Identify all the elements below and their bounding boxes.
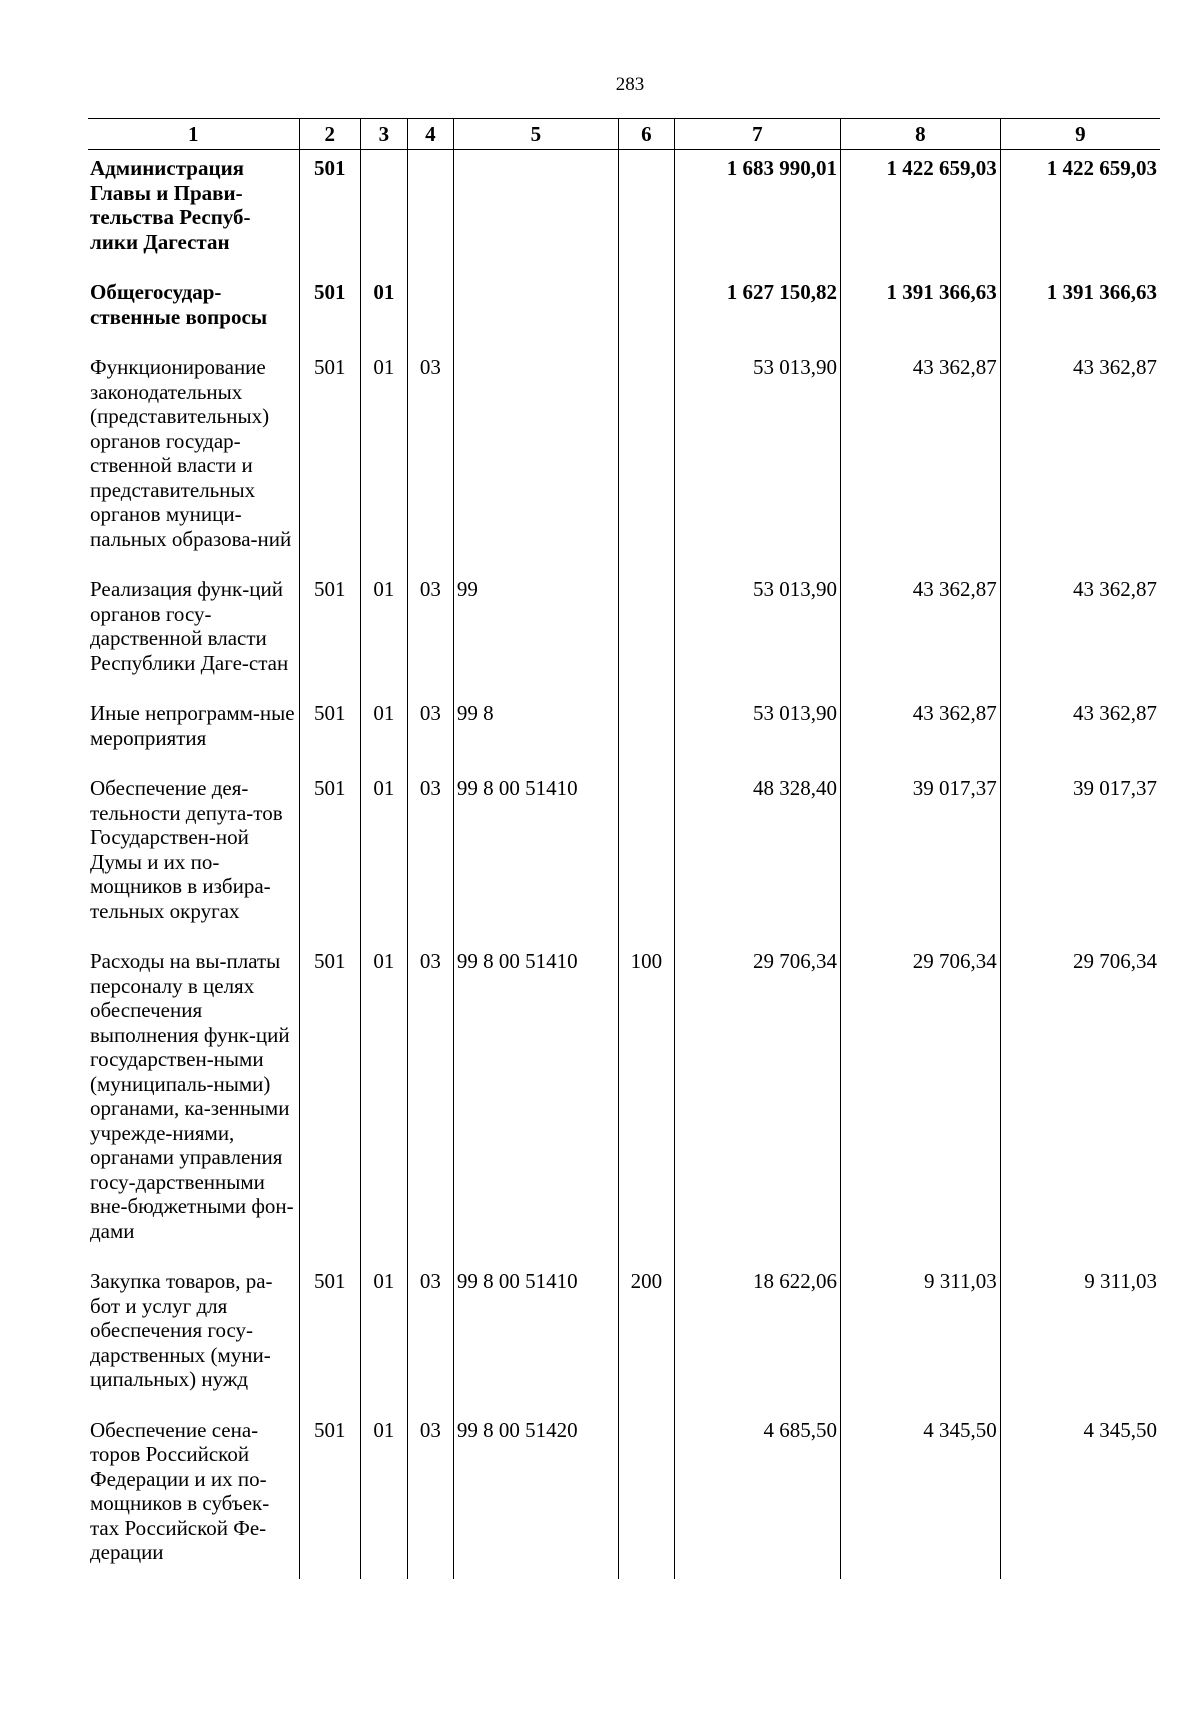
row-amount-9: 1 422 659,03 (1000, 150, 1160, 275)
table-row (88, 571, 1160, 695)
row-code-3: 01 (360, 695, 407, 770)
row-name: Расходы на вы-платы персоналу в целях обеспечения выполнения функ-ций государствен-ными (муниципаль-ными) органами, ка-зенными учрежде-ниями, органами управления госу-дарственными вне-бюджетными фон-дами (90, 949, 294, 1243)
row-amount-9: 43 362,87 (1000, 695, 1160, 770)
row-code-2: 501 (299, 770, 360, 943)
row-code-6 (619, 770, 675, 943)
row-code-3: 01 (360, 571, 407, 695)
budget-table (88, 118, 1160, 1579)
row-code-5 (453, 274, 618, 349)
header-cell-2: 2 (299, 119, 360, 150)
table-row (88, 349, 1160, 571)
header-cell-5: 5 (453, 119, 618, 150)
row-code-3: 01 (360, 349, 407, 571)
row-name: Закупка товаров, ра-бот и услуг для обеспечения госу-дарственных (муни-ципальных) нужд (90, 1269, 273, 1391)
row-amount-7: 48 328,40 (674, 770, 840, 943)
row-code-4 (407, 150, 453, 275)
row-amount-7: 53 013,90 (674, 695, 840, 770)
row-code-2: 501 (299, 150, 360, 275)
header-cell-7: 7 (674, 119, 840, 150)
header-cell-6: 6 (619, 119, 675, 150)
header-cell-9: 9 (1000, 119, 1160, 150)
table-row (88, 274, 1160, 349)
header-cell-3: 3 (360, 119, 407, 150)
row-code-4: 03 (407, 1263, 453, 1412)
page-number: 283 (615, 74, 645, 95)
row-amount-8: 9 311,03 (841, 1263, 1001, 1412)
row-name: Обеспечение сена-торов Российской Федерации и их по-мощников в субъек-тах Российской Фе-дерации (90, 1417, 270, 1564)
row-name: Общегосудар-ственные вопросы (90, 280, 268, 329)
row-amount-8: 43 362,87 (841, 571, 1001, 695)
row-code-5: 99 8 00 51410 (453, 943, 618, 1263)
row-amount-9: 43 362,87 (1000, 571, 1160, 695)
row-code-5: 99 (453, 571, 618, 695)
row-code-4: 03 (407, 571, 453, 695)
row-amount-8: 29 706,34 (841, 943, 1001, 1263)
row-code-6 (619, 695, 675, 770)
table-row (88, 150, 1160, 275)
row-amount-9: 4 345,50 (1000, 1412, 1160, 1579)
row-code-6 (619, 274, 675, 349)
row-amount-8: 4 345,50 (841, 1412, 1001, 1579)
row-code-3: 01 (360, 943, 407, 1263)
row-name: Обеспечение дея-тельности депута-тов Государствен-ной Думы и их по-мощников в избира-тельных округах (90, 776, 283, 923)
row-code-2: 501 (299, 349, 360, 571)
row-name: Функционирование законодательных (представительных) органов государ-ственной власти и представительных органов муници-пальных образова-ний (90, 355, 292, 551)
row-amount-7: 1 627 150,82 (674, 274, 840, 349)
row-amount-9: 39 017,37 (1000, 770, 1160, 943)
row-code-2: 501 (299, 1412, 360, 1579)
row-code-3: 01 (360, 770, 407, 943)
table-row (88, 695, 1160, 770)
row-name: Реализация функ-ций органов госу-дарственной власти Республики Даге-стан (90, 577, 289, 675)
row-code-3: 01 (360, 1263, 407, 1412)
row-amount-7: 4 685,50 (674, 1412, 840, 1579)
row-amount-7: 29 706,34 (674, 943, 840, 1263)
row-code-4: 03 (407, 943, 453, 1263)
table-row (88, 1263, 1160, 1412)
row-code-2: 501 (299, 943, 360, 1263)
row-amount-9: 29 706,34 (1000, 943, 1160, 1263)
row-code-3 (360, 150, 407, 275)
row-code-4: 03 (407, 349, 453, 571)
row-code-4: 03 (407, 770, 453, 943)
row-code-3: 01 (360, 274, 407, 349)
row-code-5: 99 8 00 51410 (453, 1263, 618, 1412)
row-amount-8: 1 391 366,63 (841, 274, 1001, 349)
table-row (88, 770, 1160, 943)
row-code-2: 501 (299, 274, 360, 349)
row-code-6: 100 (619, 943, 675, 1263)
row-amount-7: 53 013,90 (674, 571, 840, 695)
row-code-6 (619, 571, 675, 695)
row-code-5: 99 8 (453, 695, 618, 770)
row-name: Иные непрограмм-ные мероприятия (90, 701, 295, 750)
row-code-4: 03 (407, 695, 453, 770)
row-amount-9: 43 362,87 (1000, 349, 1160, 571)
row-code-5: 99 8 00 51410 (453, 770, 618, 943)
row-amount-9: 9 311,03 (1000, 1263, 1160, 1412)
row-code-6: 200 (619, 1263, 675, 1412)
row-amount-8: 43 362,87 (841, 695, 1001, 770)
row-code-5: 99 8 00 51420 (453, 1412, 618, 1579)
row-code-6 (619, 349, 675, 571)
row-code-6 (619, 150, 675, 275)
row-amount-7: 1 683 990,01 (674, 150, 840, 275)
row-amount-9: 1 391 366,63 (1000, 274, 1160, 349)
row-amount-8: 1 422 659,03 (841, 150, 1001, 275)
row-code-4: 03 (407, 1412, 453, 1579)
row-code-5 (453, 150, 618, 275)
header-cell-1: 1 (88, 119, 299, 150)
row-amount-8: 39 017,37 (841, 770, 1001, 943)
header-row (88, 119, 1160, 150)
row-code-4 (407, 274, 453, 349)
row-code-2: 501 (299, 571, 360, 695)
row-code-2: 501 (299, 1263, 360, 1412)
row-code-2: 501 (299, 695, 360, 770)
row-amount-8: 43 362,87 (841, 349, 1001, 571)
row-code-6 (619, 1412, 675, 1579)
table-row (88, 943, 1160, 1263)
row-name: Администрация Главы и Прави-тельства Респуб-лики Дагестан (90, 156, 251, 254)
header-cell-4: 4 (407, 119, 453, 150)
row-code-5 (453, 349, 618, 571)
header-cell-8: 8 (841, 119, 1001, 150)
row-code-3: 01 (360, 1412, 407, 1579)
table-row (88, 1412, 1160, 1579)
row-amount-7: 53 013,90 (674, 349, 840, 571)
row-amount-7: 18 622,06 (674, 1263, 840, 1412)
